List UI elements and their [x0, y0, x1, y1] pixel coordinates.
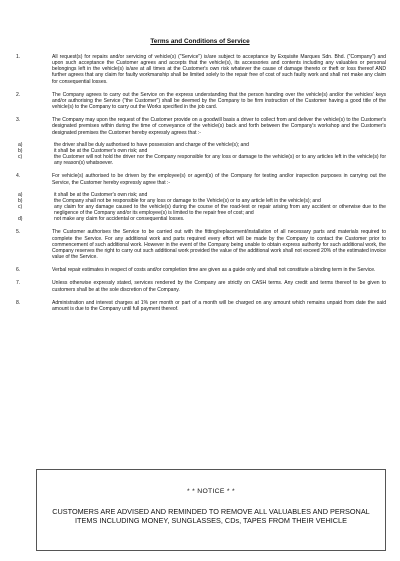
sub-clause-label: b) [18, 197, 23, 204]
sub-clause-text: the Company shall not be responsible for any loss or damage to the Vehicle(s) or to any article left in the vehicle(s); and [54, 197, 321, 204]
sub-clause-list [18, 191, 386, 223]
clause-text: Verbal repair estimates in respect of costs and/or completion time are given as a guide only and shall not constitute a binding term in the Service. [52, 267, 376, 274]
sub-clause-label: d) [18, 216, 23, 223]
sub-clause-text: the driver shall be duly authorised to have possession and charge of the vehicle(s); and [54, 141, 249, 148]
clause [14, 267, 386, 273]
clause-body [52, 300, 386, 312]
clause-body [52, 54, 386, 85]
sub-clause-label: c) [18, 203, 23, 210]
sub-clause-list [18, 141, 386, 167]
clause-body [18, 173, 386, 223]
clause [14, 280, 386, 292]
clause-number: 5. [16, 229, 21, 236]
sub-clause [16, 204, 386, 216]
clause [14, 229, 386, 260]
clause-text: The Company may upon the request of the Customer provide on a goodwill basis a driver to collect from and deliver the vehicle(s) to the Customer's designated premises within during the time of conveyance of the vehicle(s) back and forth between the Company's workshop and the Customer's designated premises the Customer hereby expressly agrees that :- [52, 117, 386, 136]
sub-clause-label: a) [18, 191, 23, 198]
clause-number: 4. [16, 173, 21, 180]
sub-clause [16, 216, 386, 222]
notice-box [36, 469, 386, 551]
clause [14, 117, 386, 166]
notice-title: * * NOTICE * * [186, 488, 235, 495]
clause-number: 7. [16, 280, 21, 287]
sub-clause-label: c) [18, 154, 23, 161]
clause-text: For vehicle(s) authorised to be driven by the employee(s) or agent(s) of the Company for testing and/or inspection purposes in carrying out the Service, the Customer hereby expressly agree that :- [52, 173, 386, 186]
sub-clause-text: it shall be at the Customer's own risk; and [54, 147, 148, 154]
sub-clause-label: b) [18, 147, 23, 154]
clause [14, 54, 386, 85]
clause-number: 6. [16, 267, 21, 274]
clause [14, 300, 386, 312]
clause-body [52, 280, 386, 292]
clause-body [52, 229, 386, 260]
clause-number: 2. [16, 91, 21, 98]
sub-clause-text: not make any claim for accidental or consequential losses. [54, 216, 185, 223]
clause-text: The Customer authorises the Service to be carried out with the fitting/replacement/installation of all necessary parts and materials required to complete the Service. For any additional work and parts required every effort will be made by the Company to contact the Customer prior to commencement of such additional work. However in the event of the Company being unable to obtain express authority for such additional work, the Company reserves the right to carry out such additional work provided the value of the additional work shall not exceed 20% of the estimated invoice value of the Service. [52, 229, 386, 261]
clause [14, 92, 386, 110]
clause-text: Administration and interest charges at 1% per month or part of a month will be charged on any amount which remains unpaid from date the said amount is due to the Company until full payment thereof. [52, 299, 386, 312]
clause-number: 1. [16, 54, 21, 60]
clause-list [14, 54, 386, 312]
sub-clause [16, 154, 386, 166]
clause-text: The Company agrees to carry out the Service on the express understanding that the person handing over the vehicle(s) and/or the vehicles' keys and/or authorising the Service ("the Customer") shall be deemed by the Company to be firm instruction of the Customer having a good title of the vehicle(s) to the Company to carry out the Works specified in the job card. [52, 91, 386, 111]
clause-body [52, 267, 386, 273]
clause [14, 173, 386, 222]
clause-body [52, 92, 386, 110]
clause-body [18, 117, 386, 167]
clause-text: Unless otherwise expressly stated, services rendered by the Company are strictly on CASH terms. Any credit and terms thereof to be given to customers shall be at the sole discretion of the Company. [52, 280, 386, 293]
clause-text: All request(s) for repairs and/or servicing of vehicle(s) ("Service") is/are subject to acceptance by Exquisite Marques Sdn. Bhd. ("Company") and upon such acceptance the Customer agrees and accepts that the vehicle(s), its accessories and contents including any valuables or personal belongings left in the vehicle(s) is/are at all times at the Customer's own risk whatever the cause of damage thereto or theft or loss thereof AND further agrees that any claim for faulty workmanship shall be limited solely to the repair free of cost of such faulty work and shall not make any claim for consequential losses. [52, 54, 386, 85]
clause-number: 8. [16, 299, 21, 306]
notice-text: CUSTOMERS ARE ADVISED AND REMINDED TO REMOVE ALL VALUABLES AND PERSONAL ITEMS INCLUDING MONEY, SUNGLASSES, CDs, TAPES FROM THEIR VEHICLE [52, 507, 370, 526]
sub-clause-text: the Customer will not hold the driver nor the Company responsible for any loss or damage to the vehicle(s) or to any articles left in the vehicle(s) for any reason(s) whatsoever. [54, 154, 386, 167]
sub-clause-label: a) [18, 141, 23, 148]
sub-clause-text: any claim for any damage caused to the vehicle(s) during the course of the road-test or repair arising from any accident or otherwise due to the negligence of the Company and/or its employee(s) is limited to the repair free of cost; and [54, 203, 386, 217]
clause-number: 3. [16, 117, 21, 124]
document-title: Terms and Conditions of Service [150, 38, 250, 45]
sub-clause-text: it shall be at the Customer's own risk; and [54, 191, 148, 198]
